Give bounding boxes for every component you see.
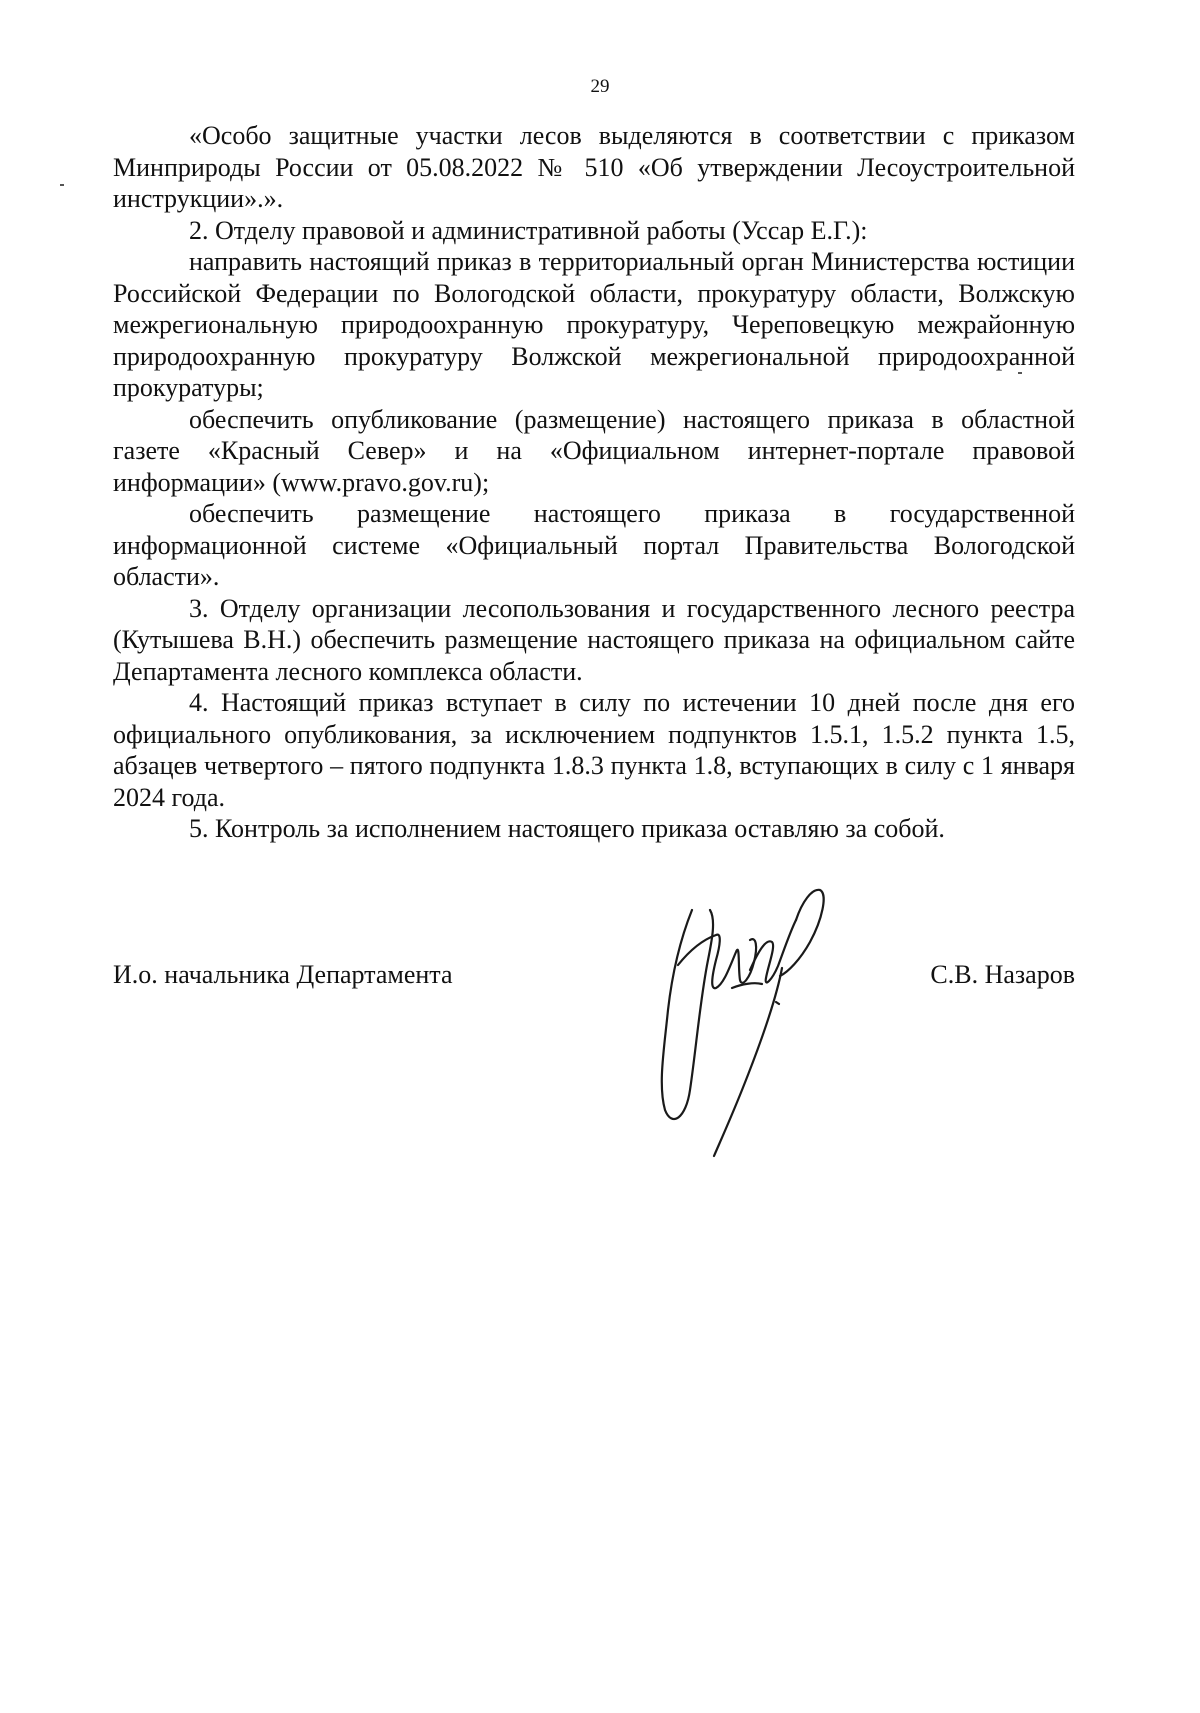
paragraph-item-2-publish: обеспечить опубликование (размещение) настоящего приказа в областной газете «Красный Север» и на «Официальном интернет-портале правовой информации» (www.pravo.gov.ru); xyxy=(113,404,1075,497)
paragraph-item-2-send: направить настоящий приказ в территориальный орган Министерства юстиции Российской Федерации по Вологодской области, прокуратуру области, Волжскую межрегиональную природоохранную прокуратуру, Череповецкую межрайонную природоохранную прокуратуру Волжской межрегиональной природоохранной прокуратуры; xyxy=(113,247,1075,402)
signer-title: И.о. начальника Департамента xyxy=(113,960,453,989)
paragraph-item-2-portal: обеспечить размещение настоящего приказа в государственной информационной системе «Официальный портал Правительства Вологодской области». xyxy=(113,499,1075,591)
page-number: 29 xyxy=(590,76,610,97)
paragraph-item-4: 4. Настоящий приказ вступает в силу по истечении 10 дней после дня его официального опубликования, за исключением подпунктов 1.5.1, 1.5.2 пункта 1.5, абзацев четвертого – пятого подпункта 1.8.3 пункта 1.8, вступающих в силу с 1 января 2024 года. xyxy=(113,688,1075,812)
paragraph-item-2: 2. Отделу правовой и административной работы (Уссар Е.Г.): xyxy=(189,215,868,245)
paragraph-item-3: 3. Отделу организации лесопользования и государственного лесного реестра (Кутышева В.Н.) обеспечить размещение настоящего приказа на официальном сайте Департамента лесного комплекса области. xyxy=(113,593,1075,686)
document-body xyxy=(113,120,1075,845)
signer-name: С.В. Назаров xyxy=(930,960,1075,989)
paragraph-item-5: 5. Контроль за исполнением настоящего приказа оставляю за собой. xyxy=(189,814,945,843)
signature-block xyxy=(113,960,1075,1000)
scan-speck xyxy=(60,184,64,186)
paragraph-quoted-clause: «Особо защитные участки лесов выделяются в соответствии с приказом Минприроды России от 05.08.2022 № 510 «Об утверждении Лесоустроительной инструкции».». xyxy=(113,121,1075,213)
handwritten-signature xyxy=(650,880,890,1160)
